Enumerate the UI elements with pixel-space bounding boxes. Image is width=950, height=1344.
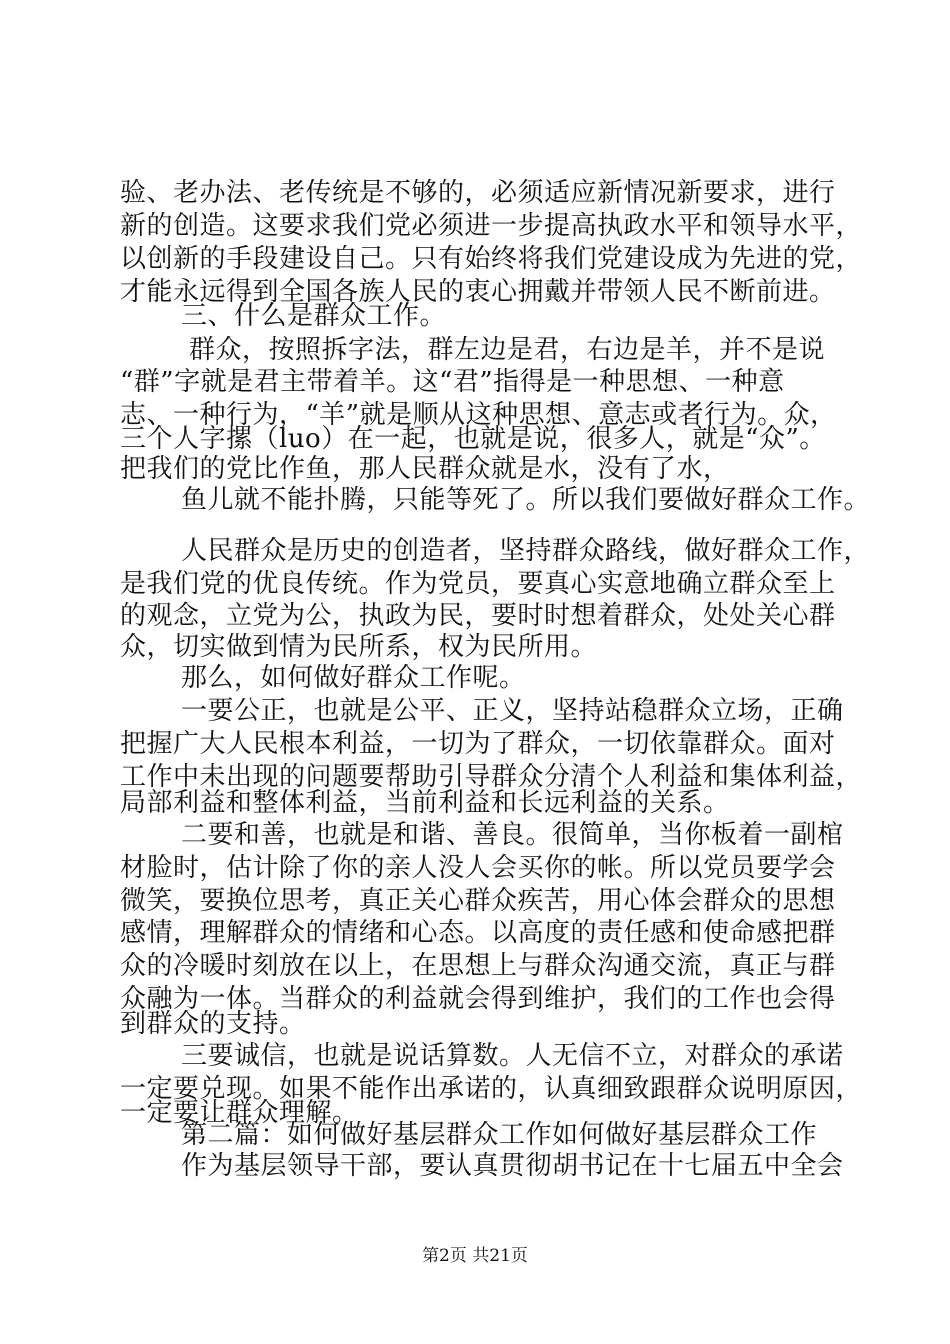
section-heading: 三、什么是群众工作。 <box>181 301 447 331</box>
text-line: 局部利益和整体利益，当前利益和长远利益的关系。 <box>120 788 730 818</box>
text-line: 鱼儿就不能扑腾，只能等死了。所以我们要做好群众工作。 <box>181 485 871 515</box>
text-line: 群众，按照拆字法，群左边是君，右边是羊，并不是说 <box>189 335 826 365</box>
text-line: 把握广大人民根本利益，一切为了群众，一切依靠群众。面对 <box>120 729 836 759</box>
text-line: 验、老办法、老传统是不够的，必须适应新情况新要求，进行 <box>120 178 836 208</box>
text-line: 一定要让群众理解。 <box>120 1098 359 1128</box>
text-line: 材脸时，估计除了你的亲人没人会买你的帐。所以党员要学会 <box>120 853 836 883</box>
text-line: 微笑，要换位思考，真正关心群众疾苦，用心体会群众的思想 <box>120 886 836 916</box>
text-line: 二要和善，也就是和谐、善良。很简单，当你板着一副棺 <box>181 820 844 850</box>
text-line: 一要公正，也就是公平、正义，坚持站稳群众立场，正确 <box>181 696 844 726</box>
text-line: 以创新的手段建设自己。只有始终将我们党建设成为先进的党， <box>120 244 863 274</box>
text-line: 才能永远得到全国各族人民的衷心拥戴并带领人民不断前进。 <box>120 277 836 307</box>
text-line: 三要诚信，也就是说话算数。人无信不立，对群众的承诺 <box>181 1041 844 1071</box>
text-line: 把我们的党比作鱼，那人民群众就是水，没有了水， <box>120 454 730 484</box>
text-line: 工作中未出现的问题要帮助引导群众分清个人利益和集体利益， <box>120 762 863 792</box>
page-number-footer: 第2页 共21页 <box>422 1246 528 1266</box>
text-line: 一定要兑现。如果不能作出承诺的，认真细致跟群众说明原因， <box>120 1074 863 1104</box>
text-line: 三个人字摞（luo）在一起，也就是说，很多人，就是“众”。 <box>120 424 826 454</box>
text-line: 作为基层领导干部，要认真贯彻胡书记在十七届五中全会 <box>181 1151 844 1181</box>
text-line: 新的创造。这要求我们党必须进一步提高执政水平和领导水平， <box>120 211 863 241</box>
section-title: 第二篇：如何做好基层群众工作如何做好基层群众工作 <box>181 1120 818 1150</box>
text-line: 众融为一体。当群众的利益就会得到维护，我们的工作也会得 <box>120 984 836 1014</box>
text-line: 人民群众是历史的创造者，坚持群众路线，做好群众工作， <box>181 536 871 566</box>
text-line: 众的冷暖时刻放在以上，在思想上与群众沟通交流，真正与群 <box>120 951 836 981</box>
text-line: 到群众的支持。 <box>120 1009 306 1039</box>
text-line: 志、一种行为，“羊”就是顺从这种思想、意志或者行为。众， <box>120 400 837 430</box>
text-line: 众，切实做到情为民所系，权为民所用。 <box>120 632 598 662</box>
text-line: 那么，如何做好群众工作呢。 <box>181 663 526 693</box>
text-line: 感情，理解群众的情绪和心态。以高度的责任感和使命感把群 <box>120 918 836 948</box>
text-line: 的观念，立党为公，执政为民，要时时想着群众，处处关心群 <box>120 601 836 631</box>
text-line: 是我们党的优良传统。作为党员，要真心实意地确立群众至上 <box>120 569 836 599</box>
text-line: “群”字就是君主带着羊。这“君”指得是一种思想、一种意 <box>120 367 785 397</box>
